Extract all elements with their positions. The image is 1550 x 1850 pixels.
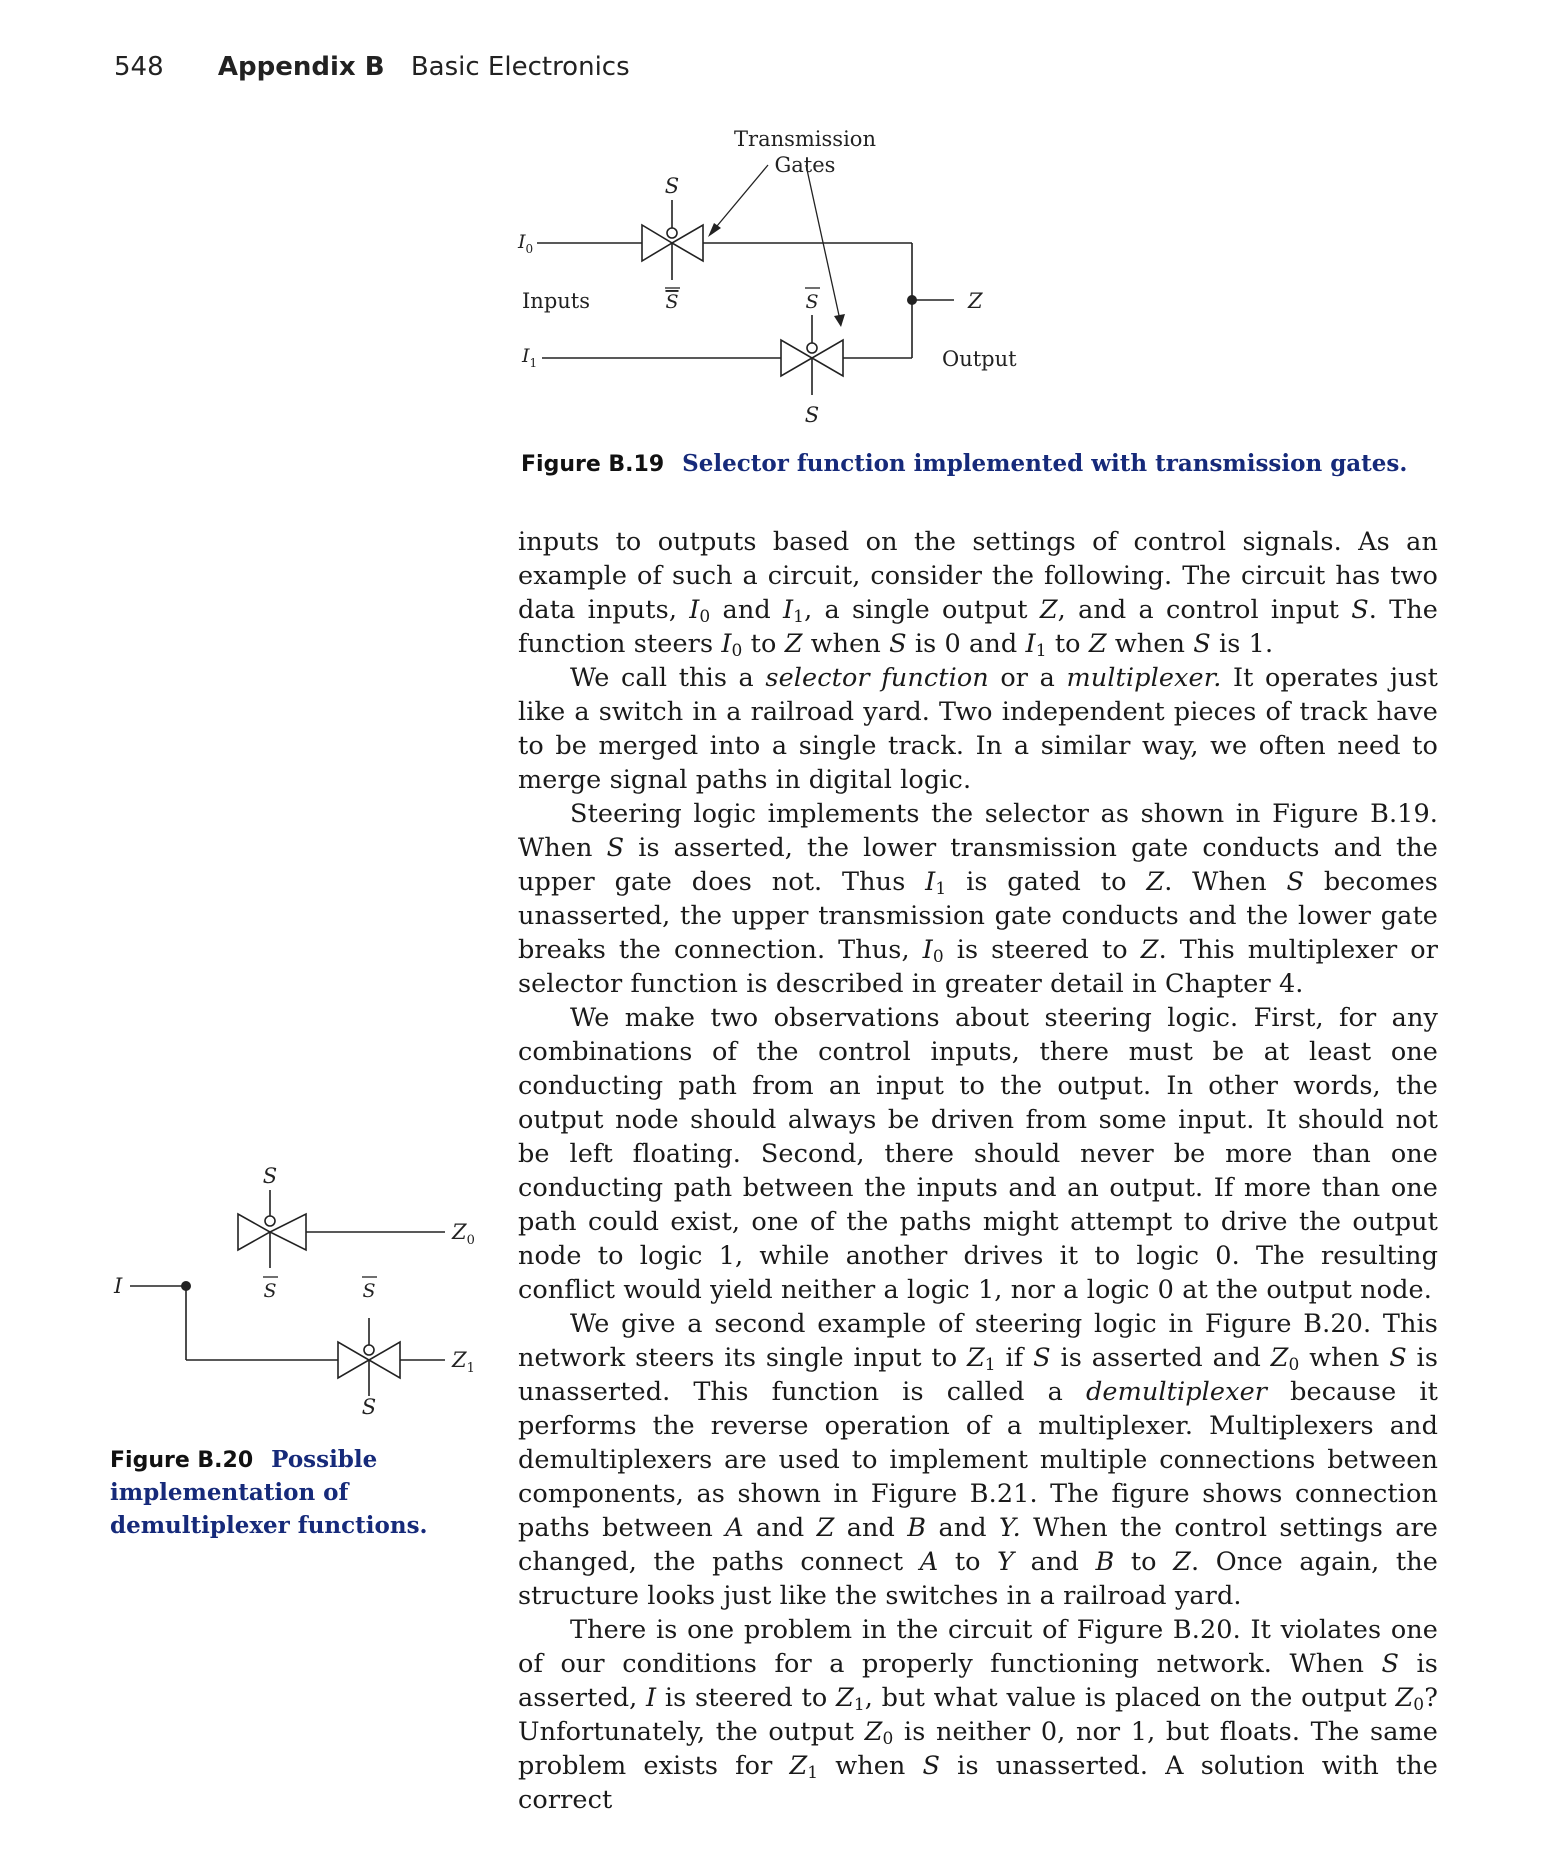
annotation-line2: Gates [774,153,836,177]
page-number: 548 [114,52,164,82]
paragraph-4: We make two observations about steering logic. First, for any combinations of the control inputs, there must be at least one conducting path from an input to the output. In other words, the output node should always be driven from some input. It should not be left floating. Second, there should never be more than one conducting path between the inputs and an output. If more than one path could exist, one of the paths might attempt to drive the output node to logic 1, while another drives it to logic 0. The resulting conflict would yield neither a logic 1, nor a logic 0 at the output node. [518,1003,1438,1305]
input-i0-label: $I_0$ [518,231,534,256]
figure-b20-diagram [100,1150,500,1430]
figure-b20-caption [110,1444,440,1543]
gate-bottom-ctrl-label: S [804,403,820,427]
gate-top-bubble [265,1216,275,1226]
gate-bottom-ctrl-bar-label: S [805,291,819,313]
input-i-label: I [114,1274,123,1298]
appendix-label: Appendix B [217,52,385,82]
output-z1-label: $Z_1$ [452,1348,475,1376]
figure-b19-caption [521,450,1407,477]
gate-top-ctrl-label: S [664,174,680,198]
gate-top-bubble [667,228,677,238]
arrow-head-top [708,223,721,237]
figure-b19-number: Figure B.19 [521,452,665,477]
output-z0-label: $Z_0$ [452,1220,475,1248]
body-text [518,525,1438,1817]
paragraph-2: We call this a selector function or a multiplexer. It operates just like a switch in a railroad yard. Two independent pieces of track have to be merged into a single track. In a similar way, we often need to merge signal paths in digital logic. [518,663,1439,795]
arrow-line-top [712,165,768,232]
gate-top-ctrl-bar-label: S [665,291,679,313]
gate-bottom-bubble [364,1345,374,1355]
gate-bottom-bubble [807,343,817,353]
paragraph-5: We give a second example of steering logic in Figure B.20. This network steers its single input to $Z_1$ if S is asserted and $Z_0$ when S is unasserted. This function is called a demultiplexer because it performs the reverse operation of a multiplexer. Multiplexers and demultiplexers are used to implement multiple connections between components, as shown in Figure B.21. The figure shows connection paths between A and Z and B and Y. When the control settings are changed, the paths connect A to Y and B to Z. Once again, the structure looks just like the switches in a railroad yard. [518,1309,1439,1611]
running-head [114,52,630,82]
figure-b19-diagram [500,120,1060,440]
paragraph-6: There is one problem in the circuit of Figure B.20. It violates one of our conditions for a properly functioning network. When S is asserted, I is steered to $Z_1$, but what value is placed on the output $Z_0$? Unfortunately, the output $Z_0$ is neither 0, nor 1, but floats. The same problem exists for $Z_1$ when S is unasserted. A solution with the correct [518,1615,1438,1815]
figure-b20-caption-text: Possible implementation of demultiplexer functions. [110,1446,428,1539]
gate-bottom-ctrl-bar-label: S [362,1280,376,1302]
input-i1-label: $I_1$ [522,345,538,370]
gate-top-ctrl-label: S [262,1164,278,1188]
output-z-label: Z [968,289,983,313]
figure-b19-caption-text: Selector function implemented with transmission gates. [682,450,1408,477]
arrow-head-bottom [834,314,845,327]
inputs-label: Inputs [522,289,591,313]
paragraph-1: inputs to outputs based on the settings of control signals. As an example of such a circuit, consider the following. The circuit has two data inputs, $I_0$ and $I_1$, a single output Z, and a control input S. The function steers $I_0$ to Z when S is 0 and $I_1$ to Z when S is 1. [518,527,1438,661]
input-junction-dot [181,1281,191,1291]
gate-bottom-ctrl-label: S [361,1395,377,1419]
paragraph-3: Steering logic implements the selector as shown in Figure B.19. When S is asserted, the lower transmission gate conducts and the upper gate does not. Thus $I_1$ is gated to Z. When S becomes unasserted, the upper transmission gate conducts and the lower gate breaks the connection. Thus, $I_0$ is steered to Z. This multiplexer or selector function is described in greater detail in Chapter 4. [518,799,1438,999]
annotation-line1: Transmission [734,127,876,151]
figure-b20-number: Figure B.20 [110,1448,254,1473]
gate-top-ctrl-bar-label: S [263,1280,277,1302]
output-junction-dot [907,295,917,305]
output-label: Output [942,347,1017,371]
chapter-title: Basic Electronics [410,52,630,82]
